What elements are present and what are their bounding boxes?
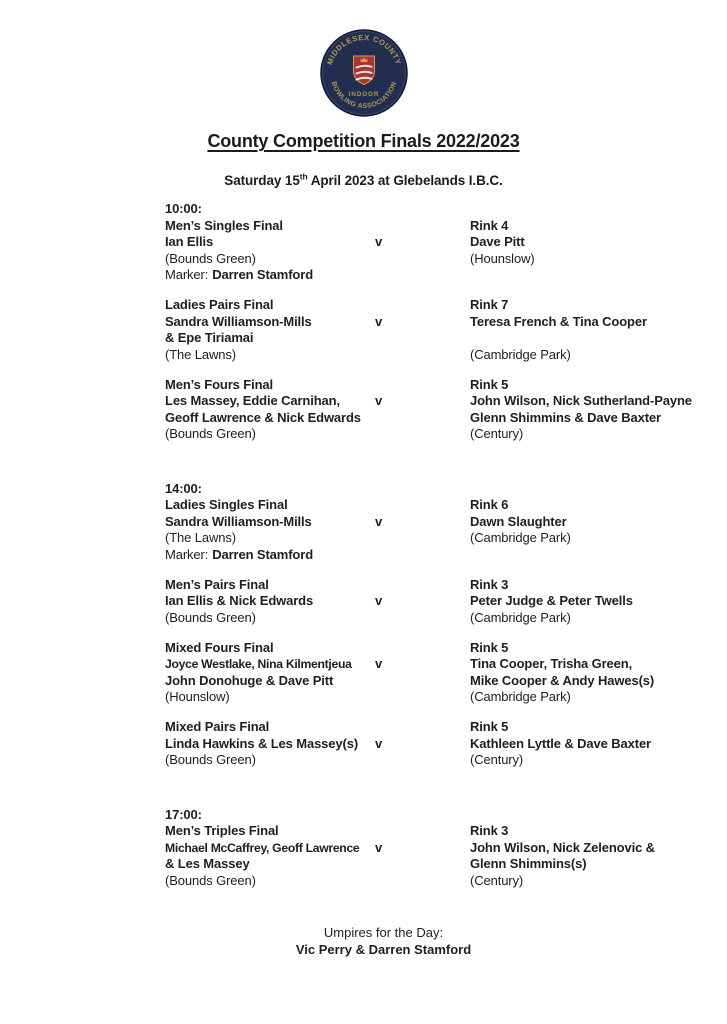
marker-name: Darren Stamford xyxy=(212,546,314,562)
home-club: (Bounds Green) xyxy=(165,752,256,767)
marker-line xyxy=(165,547,375,564)
shield-icon xyxy=(353,56,374,85)
umpires-heading: Umpires for the Day: xyxy=(323,925,444,940)
rink-label: Rink 4 xyxy=(470,217,509,233)
away-player: Peter Judge & Peter Twells xyxy=(470,593,633,608)
match-title: Mixed Fours Final xyxy=(165,639,274,655)
away-player: Glenn Shimmins & Dave Baxter xyxy=(470,409,661,425)
home-club: (Bounds Green) xyxy=(165,609,256,625)
schedule xyxy=(165,201,727,889)
marker-name: Darren Stamford xyxy=(212,267,314,282)
away-club: (Century) xyxy=(470,426,524,441)
event-date-ordinal: th xyxy=(299,171,308,182)
home-club: (The Lawns) xyxy=(165,346,236,362)
badge-indoor-text: INDOOR xyxy=(348,91,379,98)
versus-label: v xyxy=(375,839,383,855)
away-club: (Century) xyxy=(470,872,524,888)
away-player: Mike Cooper & Andy Hawes(s) xyxy=(470,672,655,688)
away-club: (Cambridge Park) xyxy=(470,689,571,704)
versus-label: v xyxy=(375,593,383,608)
section-time: 14:00: xyxy=(165,480,202,496)
home-player: Sandra Williamson-Mills xyxy=(165,313,312,329)
home-player: & Epe Tiriamai xyxy=(165,330,254,345)
away-player: Glenn Shimmins(s) xyxy=(470,856,587,871)
home-player: Ian Ellis xyxy=(165,234,214,249)
rink-label: Rink 3 xyxy=(470,576,509,592)
home-club: (Bounds Green) xyxy=(165,250,256,266)
home-club: (Bounds Green) xyxy=(165,872,256,888)
match-title: Mixed Pairs Final xyxy=(165,719,270,734)
away-club: (Hounslow) xyxy=(470,250,535,266)
club-badge-logo xyxy=(320,29,408,117)
home-club: (Bounds Green) xyxy=(165,426,256,441)
event-date-post: April 2023 at Glebelands I.B.C. xyxy=(307,173,503,188)
event-date xyxy=(0,173,727,188)
umpires-names: Vic Perry & Darren Stamford xyxy=(295,941,472,957)
match-title: Men’s Singles Final xyxy=(165,217,283,233)
home-player: Linda Hawkins & Les Massey(s) xyxy=(165,735,359,751)
home-player: Les Massey, Eddie Carnihan, xyxy=(165,393,340,408)
rink-label: Rink 7 xyxy=(470,297,509,312)
section-1700 xyxy=(165,807,727,890)
away-club: (Cambridge Park) xyxy=(470,530,571,545)
match-ladies-singles xyxy=(165,497,727,563)
page-title xyxy=(0,131,727,152)
rink-label: Rink 3 xyxy=(470,823,509,838)
home-player: Ian Ellis & Nick Edwards xyxy=(165,593,314,608)
badge-top-text: MIDDLESEX COUNTY xyxy=(324,32,403,67)
match-mens-pairs xyxy=(165,577,727,627)
match-title: Ladies Pairs Final xyxy=(165,297,274,312)
match-mens-fours xyxy=(165,377,727,443)
versus-label: v xyxy=(375,656,383,671)
versus-label: v xyxy=(375,735,383,751)
versus-label: v xyxy=(375,513,383,529)
away-club: (Cambridge Park) xyxy=(470,346,571,362)
home-player: Michael McCaffrey, Geoff Lawrence xyxy=(165,840,360,855)
match-ladies-pairs xyxy=(165,297,727,363)
page-title-text: County Competition Finals 2022/2023 xyxy=(207,131,520,151)
match-mens-triples xyxy=(165,823,727,889)
away-player xyxy=(470,330,727,347)
home-club: (The Lawns) xyxy=(165,530,236,545)
away-club: (Century) xyxy=(470,752,524,767)
section-1400 xyxy=(165,481,727,769)
match-title: Ladies Singles Final xyxy=(165,497,288,512)
marker-label: Marker: xyxy=(165,267,209,282)
section-1000 xyxy=(165,201,727,443)
club-badge-icon xyxy=(320,29,408,117)
match-mixed-fours xyxy=(165,640,727,706)
match-title: Men’s Pairs Final xyxy=(165,576,269,592)
away-club: (Cambridge Park) xyxy=(470,609,571,625)
versus-label: v xyxy=(375,234,383,249)
home-player: John Donohuge & Dave Pitt xyxy=(165,672,334,688)
away-player: Dawn Slaughter xyxy=(470,513,567,529)
section-time: 17:00: xyxy=(165,806,202,822)
marker-line xyxy=(165,267,375,284)
rink-label: Rink 5 xyxy=(470,376,509,392)
match-mixed-pairs xyxy=(165,719,727,769)
badge-bottom-text: BOWLING ASSOCIATION xyxy=(329,80,398,111)
away-player: John Wilson, Nick Zelenovic & xyxy=(470,839,655,855)
home-player: & Les Massey xyxy=(165,856,250,871)
match-title: Men’s Fours Final xyxy=(165,376,273,392)
event-date-pre: Saturday 15 xyxy=(224,173,300,188)
marker-label: Marker: xyxy=(165,546,209,562)
away-player: Kathleen Lyttle & Dave Baxter xyxy=(470,735,651,751)
rink-label: Rink 5 xyxy=(470,719,509,734)
home-player: Joyce Westlake, Nina Kilmentjeua xyxy=(165,657,352,671)
section-time: 10:00: xyxy=(165,201,202,216)
home-player: Geoff Lawrence & Nick Edwards xyxy=(165,409,361,425)
home-player: Sandra Williamson-Mills xyxy=(165,513,312,529)
match-title: Men’s Triples Final xyxy=(165,823,279,838)
away-player: John Wilson, Nick Sutherland-Payne xyxy=(470,393,692,408)
rink-label: Rink 5 xyxy=(470,639,509,655)
rink-label: Rink 6 xyxy=(470,497,509,512)
away-player: Dave Pitt xyxy=(470,234,525,249)
versus-label: v xyxy=(375,313,383,329)
away-player: Tina Cooper, Trisha Green, xyxy=(470,656,633,671)
versus-label: v xyxy=(375,393,383,408)
home-club: (Hounslow) xyxy=(165,689,230,704)
away-player: Teresa French & Tina Cooper xyxy=(470,313,647,329)
match-mens-singles xyxy=(165,218,727,284)
umpires-footer xyxy=(0,925,727,958)
